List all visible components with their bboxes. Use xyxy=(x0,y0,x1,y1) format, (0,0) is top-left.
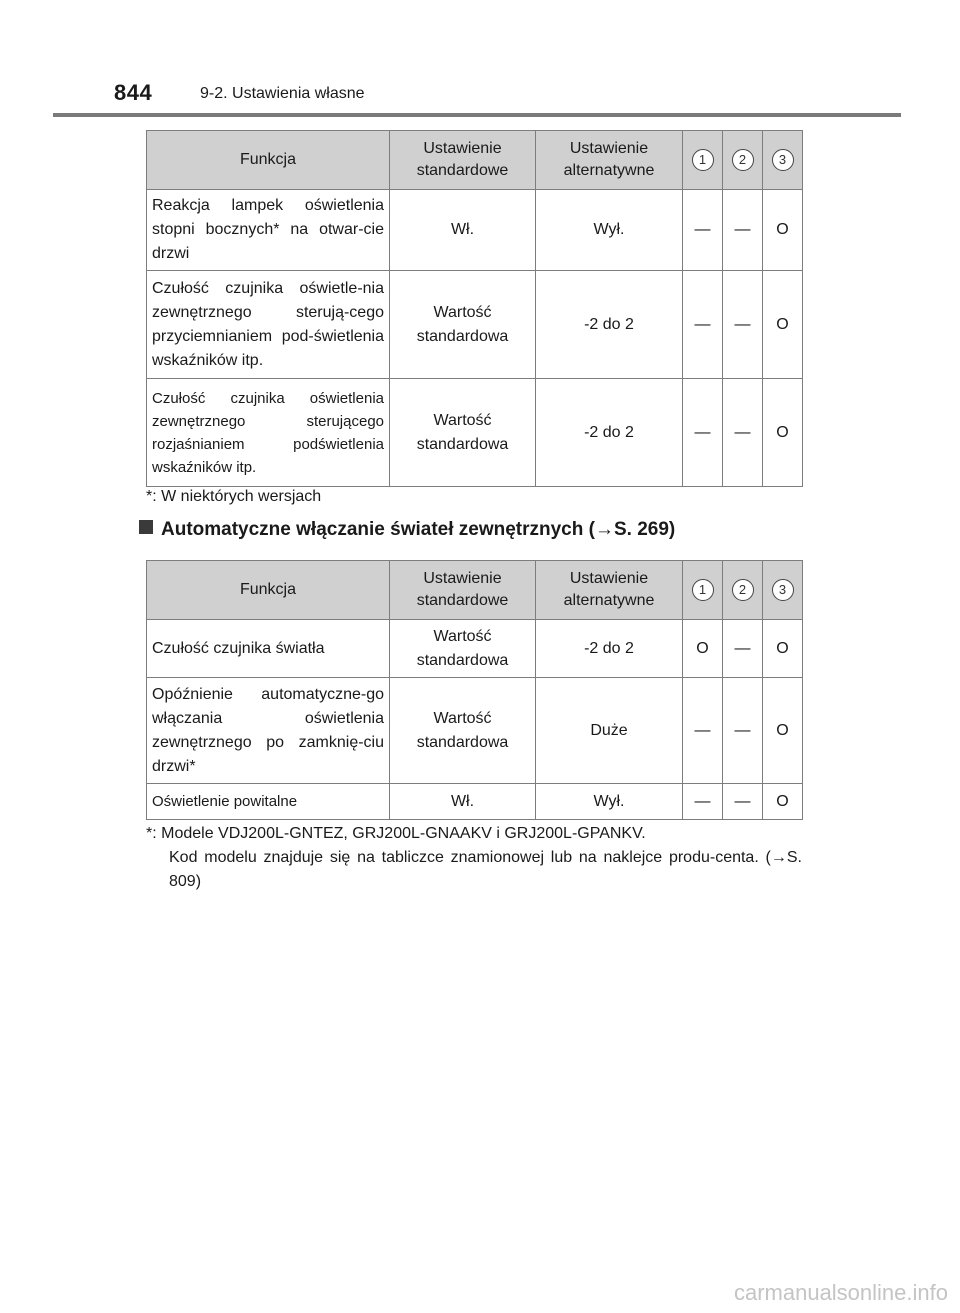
function-cell: Opóźnienie automatyczne-go włączania oświetlenia zewnętrznego po zamknię-ciu drzwi* xyxy=(147,678,390,784)
standard-cell: Wartość standardowa xyxy=(390,620,536,678)
function-cell: Czułość czujnika oświetlenia zewnętrznego sterującego rozjaśnianiem podświetlenia wskaźników itp. xyxy=(147,379,390,487)
table-row xyxy=(147,190,803,271)
circle-2-icon: 2 xyxy=(732,579,754,601)
header-standard: Ustawienie standardowe xyxy=(390,561,536,620)
header-alternative: Ustawienie alternatywne xyxy=(536,561,683,620)
footnote-2 xyxy=(146,822,802,894)
function-cell: Reakcja lampek oświetlenia stopni bocznych* na otwar-cie drzwi xyxy=(147,190,390,271)
subheading-text: Automatyczne włączanie świateł zewnętrznych (→S. 269) xyxy=(161,519,676,540)
settings-table-1 xyxy=(146,130,803,487)
table-row xyxy=(147,620,803,678)
alternative-cell: Wył. xyxy=(536,190,683,271)
col2-cell: — xyxy=(723,678,763,784)
header-divider xyxy=(53,113,901,117)
col2-cell: — xyxy=(723,620,763,678)
function-cell: Oświetlenie powitalne xyxy=(147,784,390,820)
settings-table-2 xyxy=(146,560,803,820)
col1-cell: — xyxy=(683,271,723,379)
alternative-cell: Duże xyxy=(536,678,683,784)
circle-2-icon: 2 xyxy=(732,149,754,171)
watermark: carmanualsonline.info xyxy=(733,1280,948,1305)
function-cell: Czułość czujnika światła xyxy=(147,620,390,678)
table-row xyxy=(147,784,803,820)
col1-cell: — xyxy=(683,379,723,487)
table-row xyxy=(147,678,803,784)
alternative-cell: Wył. xyxy=(536,784,683,820)
col3-cell: O xyxy=(763,379,803,487)
table-row xyxy=(147,271,803,379)
standard-cell: Wł. xyxy=(390,190,536,271)
footnote-1: *: W niektórych wersjach xyxy=(146,488,322,505)
col3-cell: O xyxy=(763,678,803,784)
circle-3-icon: 3 xyxy=(772,149,794,171)
standard-cell: Wartość standardowa xyxy=(390,271,536,379)
circle-1-icon: 1 xyxy=(692,149,714,171)
alternative-cell: -2 do 2 xyxy=(536,271,683,379)
col3-cell: O xyxy=(763,784,803,820)
col1-cell: — xyxy=(683,784,723,820)
table-header-row xyxy=(147,131,803,190)
col3-cell: O xyxy=(763,190,803,271)
col2-cell: — xyxy=(723,379,763,487)
header-standard: Ustawienie standardowe xyxy=(390,131,536,190)
header-alternative: Ustawienie alternatywne xyxy=(536,131,683,190)
circle-1-icon: 1 xyxy=(692,579,714,601)
col1-cell: — xyxy=(683,190,723,271)
alternative-cell: -2 do 2 xyxy=(536,620,683,678)
col1-cell: — xyxy=(683,678,723,784)
col3-cell: O xyxy=(763,620,803,678)
function-cell: Czułość czujnika oświetle-nia zewnętrznego sterują-cego przyciemnianiem pod-świetlenia wskaźników itp. xyxy=(147,271,390,379)
header-function: Funkcja xyxy=(147,131,390,190)
footnote-2-line2: Kod modelu znajduje się na tabliczce znamionowej lub na naklejce produ-centa. (→S. 809) xyxy=(169,849,802,890)
col1-cell: O xyxy=(683,620,723,678)
col2-cell: — xyxy=(723,784,763,820)
section-title: 9-2. Ustawienia własne xyxy=(200,85,365,102)
page-header xyxy=(114,80,914,116)
col3-cell: O xyxy=(763,271,803,379)
standard-cell: Wartość standardowa xyxy=(390,379,536,487)
col2-cell: — xyxy=(723,271,763,379)
subheading xyxy=(139,519,675,541)
circle-3-icon: 3 xyxy=(772,579,794,601)
square-bullet-icon xyxy=(139,520,153,534)
alternative-cell: -2 do 2 xyxy=(536,379,683,487)
table-header-row xyxy=(147,561,803,620)
header-function: Funkcja xyxy=(147,561,390,620)
standard-cell: Wł. xyxy=(390,784,536,820)
page-number: 844 xyxy=(114,80,153,105)
footnote-2-line1: *: Modele VDJ200L-GNTEZ, GRJ200L-GNAAKV i GRJ200L-GPANKV. xyxy=(146,825,646,842)
col2-cell: — xyxy=(723,190,763,271)
table-row xyxy=(147,379,803,487)
standard-cell: Wartość standardowa xyxy=(390,678,536,784)
